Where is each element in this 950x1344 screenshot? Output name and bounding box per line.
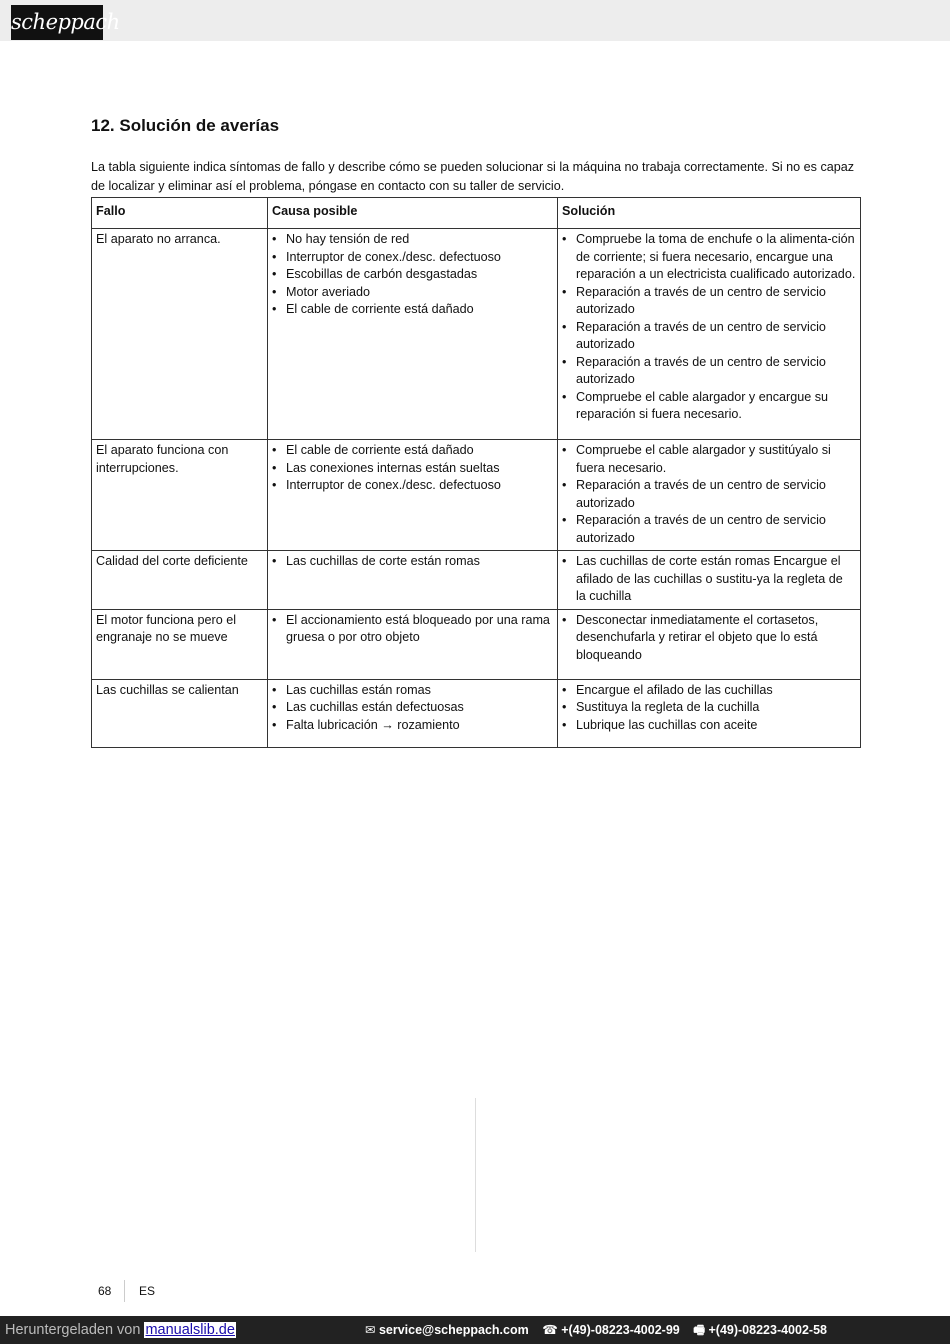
fault-cell: El aparato no arranca.	[92, 229, 268, 440]
list-item: • Interruptor de conex./desc. defectuoso	[272, 477, 553, 495]
solution-cell	[558, 609, 861, 679]
list-item: • Desconectar inmediatamente el cortasetos, desenchufarla y retirar el objeto que lo está bloqueando	[562, 612, 856, 665]
download-prefix: Heruntergeladen von	[5, 1322, 145, 1338]
list-item: • Las cuchillas están defectuosas	[272, 699, 553, 717]
list-item: • Encargue el afilado de las cuchillas	[562, 682, 856, 700]
fault-cell: El motor funciona pero el engranaje no se mueve	[92, 609, 268, 679]
solution-cell	[558, 440, 861, 551]
brand-logo: scheppach	[11, 5, 103, 40]
fault-cell: Las cuchillas se calientan	[92, 679, 268, 747]
column-header-fault: Fallo	[92, 198, 268, 229]
list-item: • El cable de corriente está dañado	[272, 442, 553, 460]
header-bar	[0, 0, 950, 41]
solution-cell	[558, 551, 861, 610]
list-item: • Reparación a través de un centro de servicio autorizado	[562, 512, 856, 547]
list-item: • Motor averiado	[272, 284, 553, 302]
manualslib-link[interactable]: manualslib.de	[145, 1322, 235, 1338]
download-bar	[0, 1316, 950, 1344]
download-source	[5, 1316, 236, 1344]
table-row	[92, 229, 861, 440]
list-item: • Reparación a través de un centro de servicio autorizado	[562, 284, 856, 319]
list-item: • Compruebe el cable alargador y encargue su reparación si fuera necesario.	[562, 389, 856, 424]
solution-cell	[558, 679, 861, 747]
cause-cell	[268, 551, 558, 610]
language-code: ES	[139, 1284, 156, 1298]
list-item: • El cable de corriente está dañado	[272, 301, 553, 319]
column-header-solution: Solución	[558, 198, 861, 229]
list-item: • Lubrique las cuchillas con aceite	[562, 717, 856, 735]
table-header-row	[92, 198, 861, 229]
cause-cell	[268, 609, 558, 679]
intro-paragraph: La tabla siguiente indica síntomas de fallo y describe cómo se pueden solucionar si la máquina no trabaja correctamente. Si no es capaz de localizar y eliminar así el problema, póngase en contacto con su taller de servicio.	[91, 160, 855, 193]
list-item: • Compruebe la toma de enchufe o la alimenta-ción de corriente; si fuera necesario, encargue una reparación a un electricista cualificado autorizado.	[562, 231, 856, 284]
list-item: • Reparación a través de un centro de servicio autorizado	[562, 319, 856, 354]
solution-cell	[558, 229, 861, 440]
page-number: 68	[98, 1284, 112, 1298]
cause-cell	[268, 229, 558, 440]
list-item: • Las cuchillas están romas	[272, 682, 553, 700]
fault-cell: Calidad del corte deficiente	[92, 551, 268, 610]
column-header-cause: Causa posible	[268, 198, 558, 229]
list-item: • Compruebe el cable alargador y sustitúyalo si fuera necesario.	[562, 442, 856, 477]
table-row	[92, 679, 861, 747]
section-title: 12. Solución de averías	[91, 116, 280, 135]
service-phone: ☎ +(49)-08223-4002-99	[542, 1323, 680, 1337]
list-item: • Falta lubricación → rozamiento	[272, 717, 553, 735]
service-fax: 🖷 +(49)-08223-4002-58	[693, 1323, 827, 1337]
service-email[interactable]: ✉ service@scheppach.com	[365, 1323, 529, 1337]
fault-cell: El aparato funciona con interrupciones.	[92, 440, 268, 551]
troubleshooting-table	[91, 197, 861, 748]
list-item: • Reparación a través de un centro de servicio autorizado	[562, 354, 856, 389]
column-divider	[475, 1098, 476, 1252]
cause-cell	[268, 440, 558, 551]
list-item: • Reparación a través de un centro de servicio autorizado	[562, 477, 856, 512]
contact-info	[355, 1316, 827, 1344]
list-item: • Sustituya la regleta de la cuchilla	[562, 699, 856, 717]
list-item: • Interruptor de conex./desc. defectuoso	[272, 249, 553, 267]
list-item: • Escobillas de carbón desgastadas	[272, 266, 553, 284]
cause-cell	[268, 679, 558, 747]
table-row	[92, 551, 861, 610]
list-item: • Las cuchillas de corte están romas	[272, 553, 553, 571]
list-item: • El accionamiento está bloqueado por una rama gruesa o por otro objeto	[272, 612, 553, 647]
footer-divider	[124, 1280, 125, 1302]
list-item: • Las conexiones internas están sueltas	[272, 460, 553, 478]
table-row	[92, 440, 861, 551]
list-item: • Las cuchillas de corte están romas Encargue el afilado de las cuchillas o sustitu-ya la regleta de la cuchilla	[562, 553, 856, 606]
table-row	[92, 609, 861, 679]
list-item: • No hay tensión de red	[272, 231, 553, 249]
